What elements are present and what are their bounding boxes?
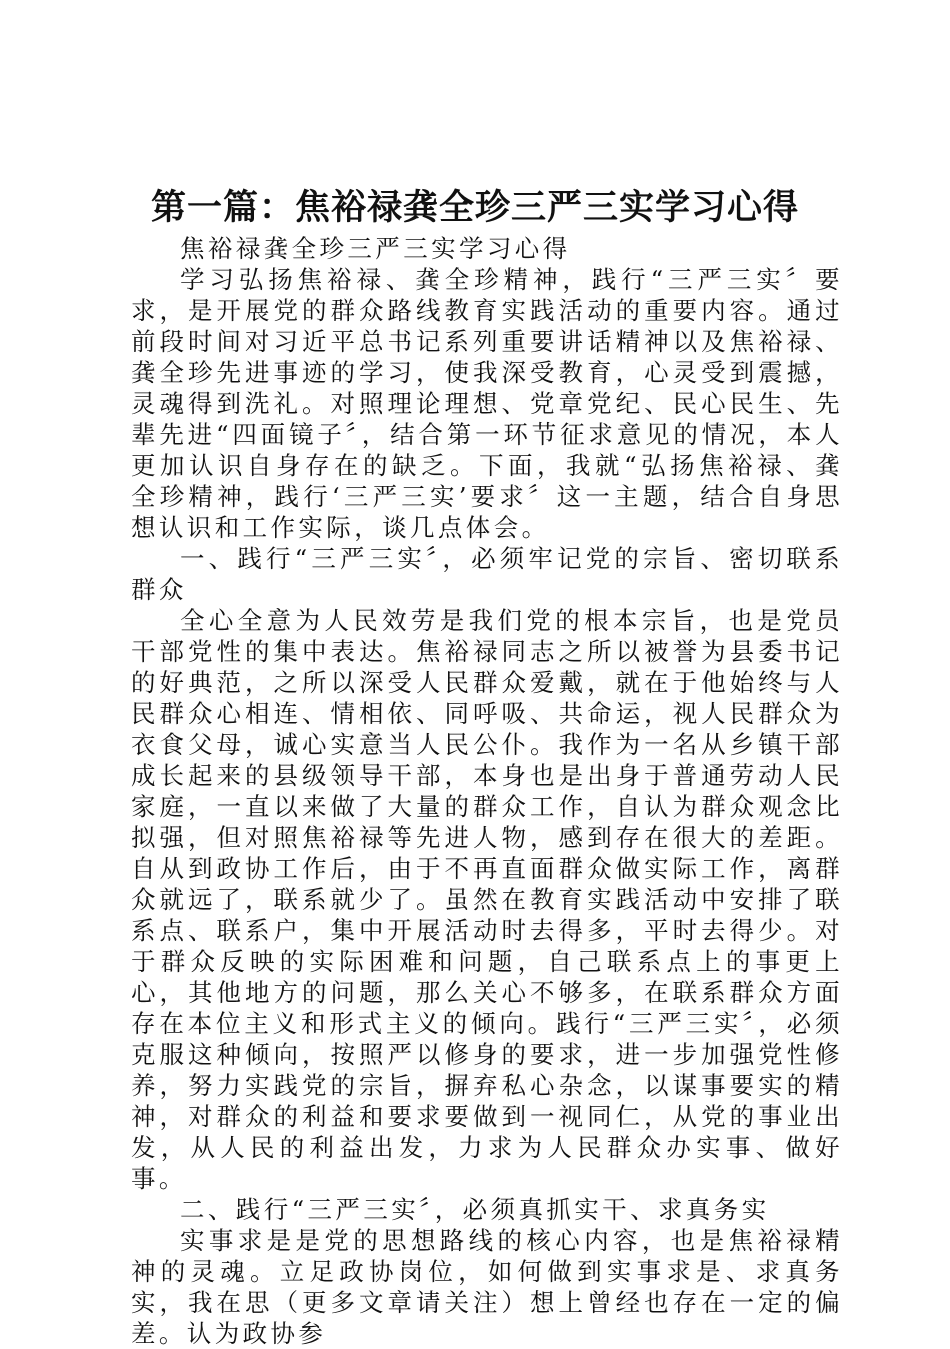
section-heading-1: 一、践行“三严三实〞，必须牢记党的宗旨、密切联系群众 xyxy=(131,544,843,604)
document-body xyxy=(131,233,843,1349)
section-1-paragraph: 全心全意为人民效劳是我们党的根本宗旨，也是党员干部党性的集中表达。焦裕禄同志之所以被誉为县委书记的好典范，之所以深受人民群众爱戴，就在于他始终与人民群众心相连、情相依、同呼吸、共命运，视人民群众为衣食父母，诚心实意当人民公仆。我作为一名从乡镇干部成长起来的县级领导干部，本身也是出身于普通劳动人民家庭，一直以来做了大量的群众工作，自认为群众观念比拟强，但对照焦裕禄等先进人物，感到存在很大的差距。自从到政协工作后，由于不再直面群众做实际工作，离群众就远了，联系就少了。虽然在教育实践活动中安排了联系点、联系户，集中开展活动时去得多，平时去得少。对于群众反映的实际困难和问题，自己联系点上的事更上心，其他地方的问题，那么关心不够多，在联系群众方面存在本位主义和形式主义的倾向。践行“三严三实〞，必须克服这种倾向，按照严以修身的要求，进一步加强党性修养，努力实践党的宗旨，摒弃私心杂念，以谋事要实的精神，对群众的利益和要求要做到一视同仁，从党的事业出发，从人民的利益出发，力求为人民群众办实事、做好事。 xyxy=(131,606,843,1193)
subtitle-paragraph: 焦裕禄龚全珍三严三实学习心得 xyxy=(180,234,571,263)
section-2-paragraph: 实事求是是党的思想路线的核心内容，也是焦裕禄精神的灵魂。立足政协岗位，如何做到实事求是、求真务实，我在思（更多文章请关注）想上曾经也存在一定的偏差。认为政协参 xyxy=(131,1226,843,1348)
section-heading-2: 二、践行“三严三实〞，必须真抓实干、求真务实 xyxy=(180,1195,770,1224)
document-title: 第一篇：焦裕禄龚全珍三严三实学习心得 xyxy=(150,188,799,228)
intro-paragraph: 学习弘扬焦裕禄、龚全珍精神，践行“三严三实〞要求，是开展党的群众路线教育实践活动的重要内容。通过前段时间对习近平总书记系列重要讲话精神以及焦裕禄、龚全珍先进事迹的学习，使我深受教育，心灵受到震撼，灵魂得到洗礼。对照理论理想、党章党纪、民心民生、先辈先进“四面镜子〞，结合第一环节征求意见的情况，本人更加认识自身存在的缺乏。下面，我就“弘扬焦裕禄、龚全珍精神，践行‘三严三实’要求〞这一主题，结合自身思想认识和工作实际，谈几点体会。 xyxy=(131,265,843,542)
